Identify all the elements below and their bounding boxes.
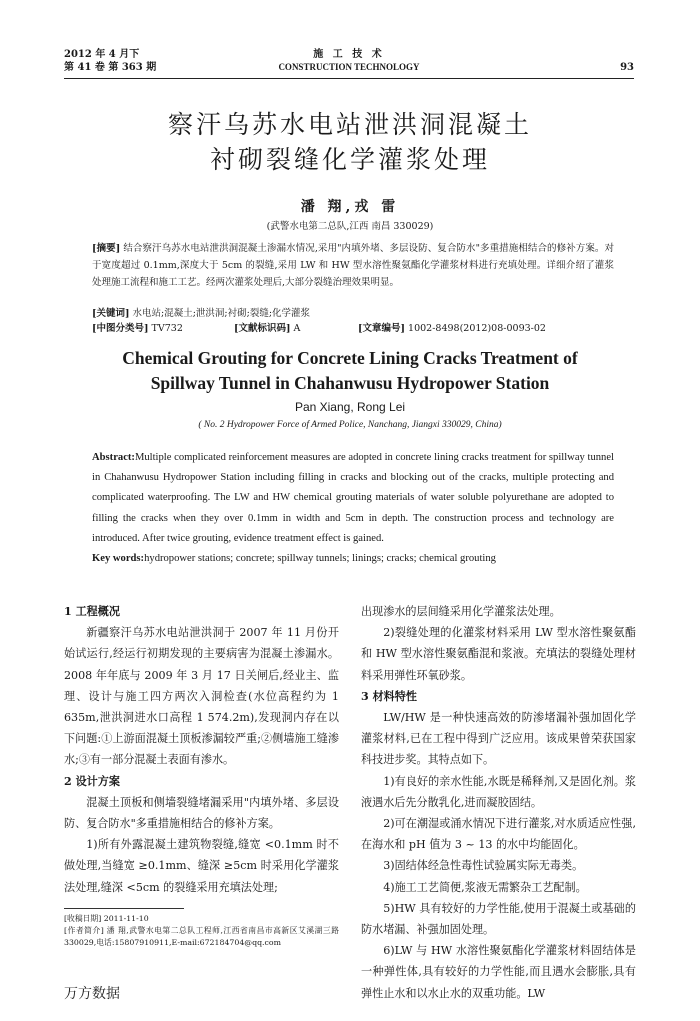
section-2-heading: 2 设计方案	[64, 774, 120, 788]
section-1-heading: 1 工程概况	[64, 605, 120, 618]
article-no-value: 1002-8498(2012)08-0093-02	[408, 323, 546, 334]
journal-name-en: CONSTRUCTION TECHNOLOGY	[278, 62, 420, 72]
clc-value: TV732	[151, 323, 183, 334]
title-cn-line2: 衬砌裂缝化学灌浆处理	[209, 145, 490, 174]
title-en-line2: Spillway Tunnel in Chahanwusu Hydropower Station	[150, 373, 550, 393]
feature-item-4: 4)施工工艺简便,浆液无需繁杂工艺配制。	[383, 880, 587, 894]
section-1-paragraph: 新疆察汗乌苏水电站泄洪洞于 2007 年 11 月份开始试运行,经运行初期发现的主要病害为混凝土渗漏水。2008 年年底与 2009 年 3 月 17 日关闸后,经业主、监理、设计与施工四方两次入洞检查(水位高程约为 1 635m,泄洪洞进水口高程 1 574.2m),发现洞内存在以下问题:①上游面混凝土顶板渗漏较严重;②侧墙施工缝渗水;③有一部分混凝土表面有渗水。	[64, 626, 339, 767]
authors-en: Pan Xiang, Rong Lei	[294, 400, 406, 414]
issue-date: 2012 年 4 月下	[64, 49, 140, 60]
page-header	[64, 48, 634, 82]
footnote-author: [作者简介] 潘 翔,武警水电第二总队工程师,江西省南昌市高新区艾溪湖三路 330029,电话:15807910911,E-mail:672184704@qq.com	[64, 925, 339, 947]
body-column-right	[361, 601, 636, 1004]
keywords-cn: 水电站;混凝土;泄洪洞;衬砌;裂缝;化学灌浆	[132, 308, 311, 319]
title-en-line1: Chemical Grouting for Concrete Lining Cracks Treatment of	[122, 348, 578, 368]
abstract-cn	[92, 240, 614, 292]
section-2-paragraph-3: 2)裂缝处理的化灌浆材料采用 LW 型水溶性聚氨酯和 HW 型水溶性聚氨酯混和浆液。充填法的裂缝处理材料采用弹性环氧砂浆。	[361, 626, 636, 682]
feature-item-2: 2)可在潮湿或涌水情况下进行灌浆,对水质适应性强,在海水和 pH 值为 3 ~ 13 的水中均能固化。	[361, 817, 636, 852]
header-rule	[64, 78, 634, 79]
keywords-en-label: Key words:	[92, 553, 145, 565]
feature-item-1: 1)有良好的亲水性能,水既是稀释剂,又是固化剂。浆液遇水后先分散乳化,进而凝胶固结。	[361, 774, 636, 809]
section-2-paragraph-2: 1)所有外露混凝土建筑物裂缝,缝宽 <0.1mm 时不做处理,当缝宽 ≥0.1mm、缝深 ≥5cm 时采用化学灌浆法处理,缝深 <5cm 的裂缝采用充填法处理;	[64, 838, 339, 894]
keywords-cn-label: [关键词]	[92, 308, 130, 319]
doc-code-value: A	[293, 323, 301, 334]
clc-label: [中图分类号]	[92, 323, 149, 334]
authors-cn: 潘 翔,戎 雷	[300, 199, 400, 215]
watermark: 万方数据	[64, 986, 120, 1002]
footnote-rule	[64, 908, 184, 909]
keywords-en: hydropower stations; concrete; spillway tunnels; linings; cracks; chemical grouting	[144, 553, 496, 565]
feature-item-6: 6)LW 与 HW 水溶性聚氨酯化学灌浆材料固结体是一种弹性体,具有较好的力学性能,而且遇水会膨胀,具有弹性止水和以水止水的双重功能。LW	[361, 944, 636, 1000]
abstract-en-label: Abstract:	[92, 452, 135, 463]
affiliation-en: ( No. 2 Hydropower Force of Armed Police, Nanchang, Jiangxi 330029, China)	[198, 420, 502, 430]
abstract-en	[92, 448, 614, 569]
feature-item-3: 3)固结体经急性毒性试验属实际无毒类。	[383, 859, 584, 873]
article-no-label: [文章编号]	[358, 323, 405, 334]
classification-row	[92, 322, 614, 336]
journal-name-cn: 施 工 技 术	[313, 49, 385, 60]
keywords-cn-row	[92, 307, 614, 321]
section-2-paragraph-1: 混凝土顶板和侧墙裂缝堵漏采用"内填外堵、多层设防、复合防水"多重措施相结合的修补方案。	[64, 795, 339, 831]
affiliation-cn: (武警水电第二总队,江西 南昌 330029)	[266, 221, 434, 232]
paragraph-continued: 出现渗水的层间缝采用化学灌浆法处理。	[361, 605, 561, 618]
abstract-cn-label: [摘要]	[92, 243, 121, 254]
abstract-cn-text: 结合察汗乌苏水电站泄洪洞混凝土渗漏水情况,采用"内填外堵、多层设防、复合防水"多重措施相结合的修补方案。对于宽度超过 0.1mm,深度大于 5cm 的裂缝,采用 LW 和 HW 型水溶性聚氨酯化学灌浆材料进行充填处理。详细介绍了灌浆处理施工流程和施工工艺。经两次灌浆处理后,大部分裂缝治理效果明显。	[92, 243, 614, 289]
doc-code-label: [文献标识码]	[234, 323, 291, 334]
body-column-left	[64, 601, 339, 949]
issue-volume: 第 41 卷 第 363 期	[64, 62, 157, 73]
section-3-paragraph: LW/HW 是一种快速高效的防渗堵漏补强加固化学灌浆材料,已在工程中得到广泛应用。该成果曾荣获国家科技进步奖。其特点如下。	[361, 711, 636, 767]
page-number: 93	[620, 62, 634, 73]
feature-item-5: 5)HW 具有较好的力学性能,使用于混凝土或基础的防水堵漏、补强加固处理。	[361, 901, 636, 937]
title-cn-line1: 察汗乌苏水电站泄洪洞混凝土	[167, 110, 532, 139]
footnote-received: [收稿日期] 2011-11-10	[64, 913, 149, 923]
section-3-heading: 3 材料特性	[361, 689, 417, 703]
abstract-en-text: Multiple complicated reinforcement measures are adopted in concrete lining cracks treatment for spillway tunnel in Chahanwusu Hydropower Station including filling in cracks and blocking out of the cracks, multiple protecting and complicated waterproofing. The LW and HW chemical grouting materials of water soluble polyurethane are adopted to filling the cracks when they over 0.1mm in width and 5cm in depth. The construction process and technology are introduced. After twice grouting, evidence treatment effect is gained.	[92, 452, 614, 544]
